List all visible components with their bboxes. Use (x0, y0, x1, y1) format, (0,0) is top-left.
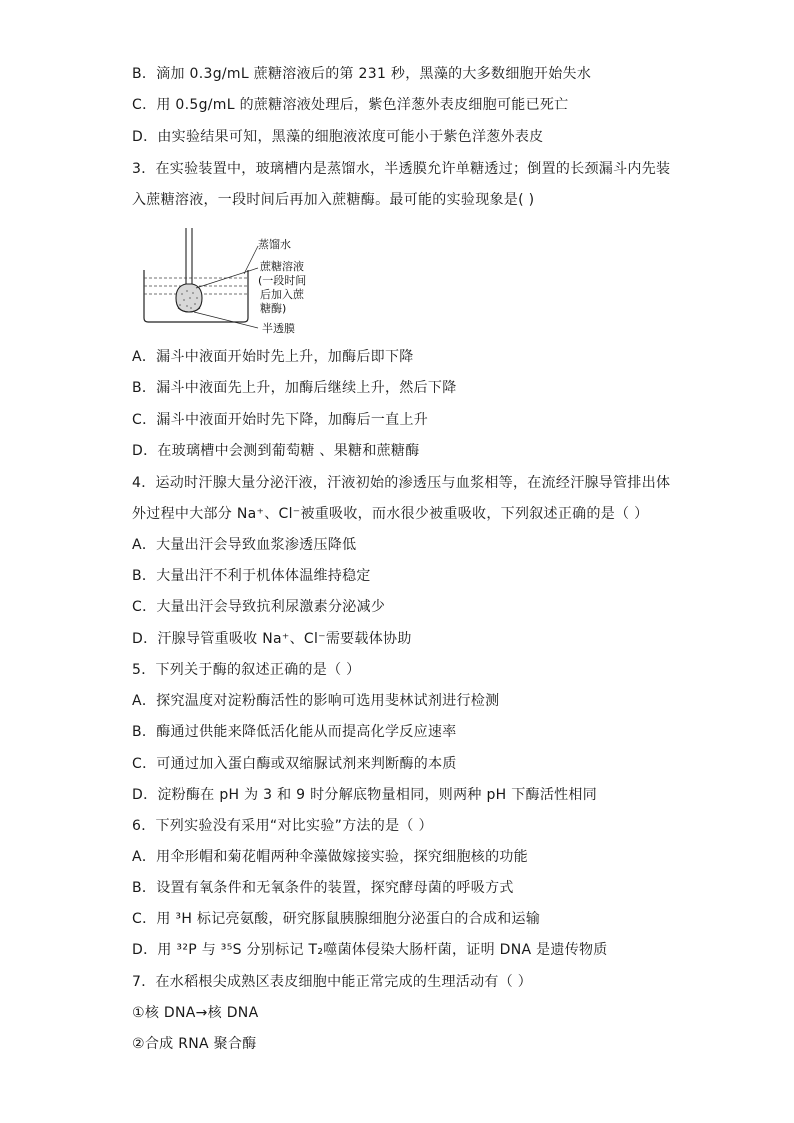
q4-option-d: D．汗腺导管重吸收 Na⁺、Cl⁻需要载体协助 (132, 631, 412, 647)
q5-option-c: C．可通过加入蛋白酶或双缩脲试剂来判断酶的本质 (132, 756, 457, 772)
q2-option-c: C．用 0.5g/mL 的蔗糖溶液处理后，紫色洋葱外表皮细胞可能已死亡 (132, 97, 569, 113)
q3-option-b: B．漏斗中液面先上升，加酶后继续上升，然后下降 (132, 380, 457, 396)
q3-option-c: C．漏斗中液面开始时先下降，加酶后一直上升 (132, 412, 429, 428)
q4-stem-line2: 外过程中大部分 Na⁺、Cl⁻被重吸收，而水很少被重吸收，下列叙述正确的是（ ） (132, 506, 649, 522)
q6-option-b: B．设置有氧条件和无氧条件的装置，探究酵母菌的呼吸方式 (132, 880, 514, 896)
q6-option-a: A．用伞形帽和菊花帽两种伞藻做嫁接实验，探究细胞核的功能 (132, 849, 528, 865)
q5-stem: 5．下列关于酶的叙述正确的是（ ） (132, 662, 361, 678)
q7-stem: 7．在水稻根尖成熟区表皮细胞中能正常完成的生理活动有（ ） (132, 974, 533, 990)
q4-stem-line1: 4．运动时汗腺大量分泌汗液，汗液初始的渗透压与血浆相等，在流经汗腺导管排出体 (132, 475, 671, 491)
q3-stem-line2: 入蔗糖溶液，一段时间后再加入蔗糖酶。最可能的实验现象是( ) (132, 192, 535, 208)
label-distilled-water: 蒸馏水 (258, 238, 291, 251)
q4-option-c: C．大量出汗会导致抗利尿激素分泌减少 (132, 599, 386, 615)
q7-item-1: ①核 DNA→核 DNA (132, 1005, 259, 1021)
label-semipermeable-membrane: 半透膜 (262, 322, 295, 335)
label-sucrose-note-3: 糖酶) (260, 302, 287, 315)
osmosis-apparatus-diagram (140, 228, 320, 338)
q5-option-d: D．淀粉酶在 pH 为 3 和 9 时分解底物量相同，则两种 pH 下酶活性相同 (132, 787, 598, 803)
q6-option-c: C．用 ³H 标记亮氨酸，研究豚鼠胰腺细胞分泌蛋白的合成和运输 (132, 911, 541, 927)
q4-option-a: A．大量出汗会导致血浆渗透压降低 (132, 537, 357, 553)
q3-stem-line1: 3．在实验装置中，玻璃槽内是蒸馏水，半透膜允许单糖透过；倒置的长颈漏斗内先装 (132, 161, 671, 177)
q7-item-2: ②合成 RNA 聚合酶 (132, 1036, 257, 1052)
q3-option-a: A．漏斗中液面开始时先上升，加酶后即下降 (132, 349, 414, 365)
q2-option-b: B．滴加 0.3g/mL 蔗糖溶液后的第 231 秒，黑藻的大多数细胞开始失水 (132, 66, 592, 82)
q5-option-b: B．酶通过供能来降低活化能从而提高化学反应速率 (132, 724, 457, 740)
q3-option-d: D．在玻璃槽中会测到葡萄糖 、果糖和蔗糖酶 (132, 443, 420, 459)
q4-option-b: B．大量出汗不利于机体体温维持稳定 (132, 568, 371, 584)
q5-option-a: A．探究温度对淀粉酶活性的影响可选用斐林试剂进行检测 (132, 693, 500, 709)
q6-option-d: D．用 ³²P 与 ³⁵S 分别标记 T₂噬菌体侵染大肠杆菌，证明 DNA 是遗传物质 (132, 942, 608, 958)
label-sucrose-note-1: (一段时间 (258, 274, 307, 287)
q2-option-d: D．由实验结果可知，黑藻的细胞液浓度可能小于紫色洋葱外表皮 (132, 129, 544, 145)
q6-stem: 6．下列实验没有采用“对比实验”方法的是（ ） (132, 818, 433, 834)
label-sucrose-solution: 蔗糖溶液 (260, 260, 304, 273)
label-sucrose-note-2: 后加入蔗 (260, 288, 304, 301)
